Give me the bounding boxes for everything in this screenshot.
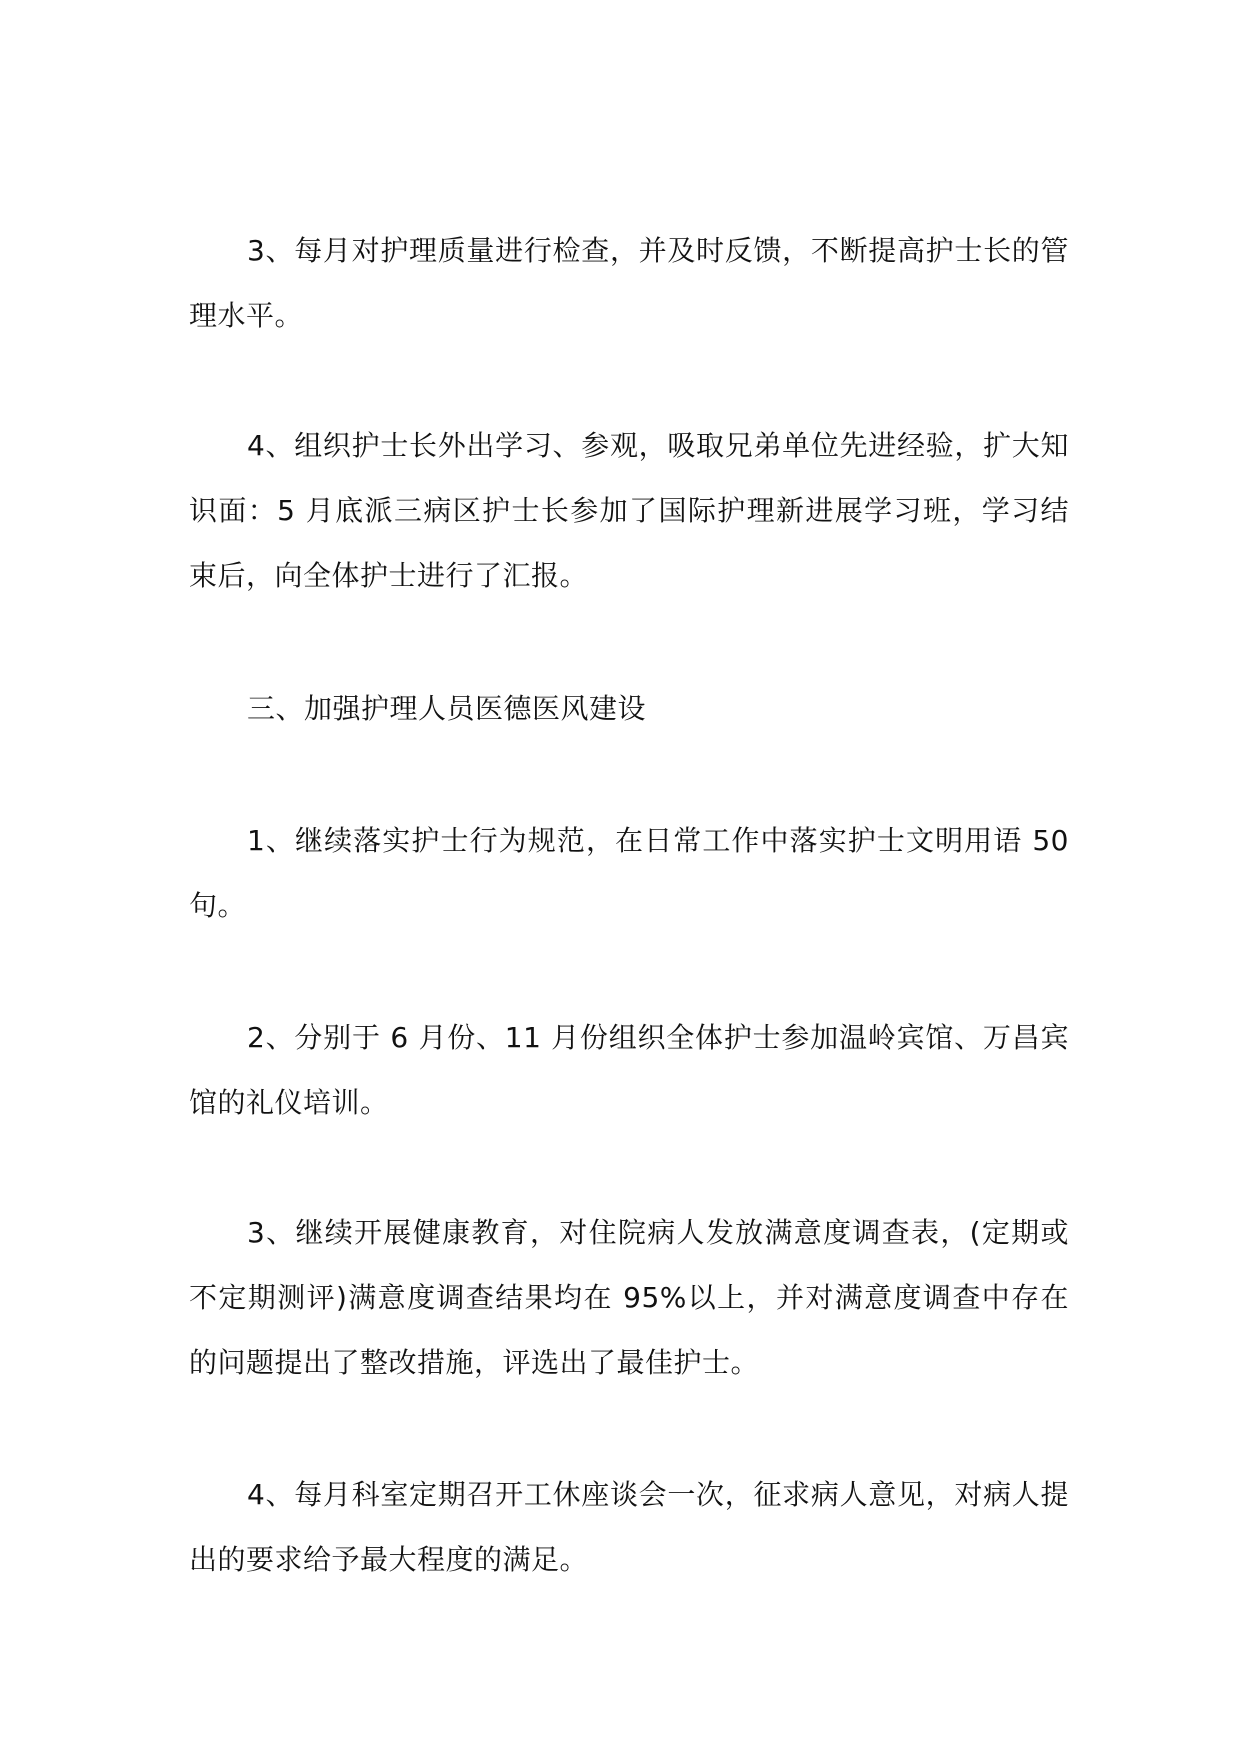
- paragraph-behavior-norms: 1、继续落实护士行为规范，在日常工作中落实护士文明用语 50 句。: [189, 824, 1069, 922]
- paragraph-etiquette-training: 2、分别于 6 月份、11 月份组织全体护士参加温岭宾馆、万昌宾馆的礼仪培训。: [189, 1021, 1069, 1119]
- paragraph-nursing-quality-check: 3、每月对护理质量进行检查，并及时反馈，不断提高护士长的管理水平。: [189, 234, 1069, 332]
- paragraph-patient-forum: 4、每月科室定期召开工休座谈会一次，征求病人意见，对病人提出的要求给予最大程度的满足。: [189, 1478, 1069, 1576]
- paragraph-health-education: 3、继续开展健康教育，对住院病人发放满意度调查表，(定期或不定期测评)满意度调查结果均在 95%以上，并对满意度调查中存在的问题提出了整改措施，评选出了最佳护士。: [189, 1216, 1069, 1379]
- paragraph-head-nurse-study: 4、组织护士长外出学习、参观，吸取兄弟单位先进经验，扩大知识面：5 月底派三病区护士长参加了国际护理新进展学习班，学习结束后，向全体护士进行了汇报。: [189, 429, 1069, 592]
- section-heading-medical-ethics: 三、加强护理人员医德医风建设: [247, 692, 647, 725]
